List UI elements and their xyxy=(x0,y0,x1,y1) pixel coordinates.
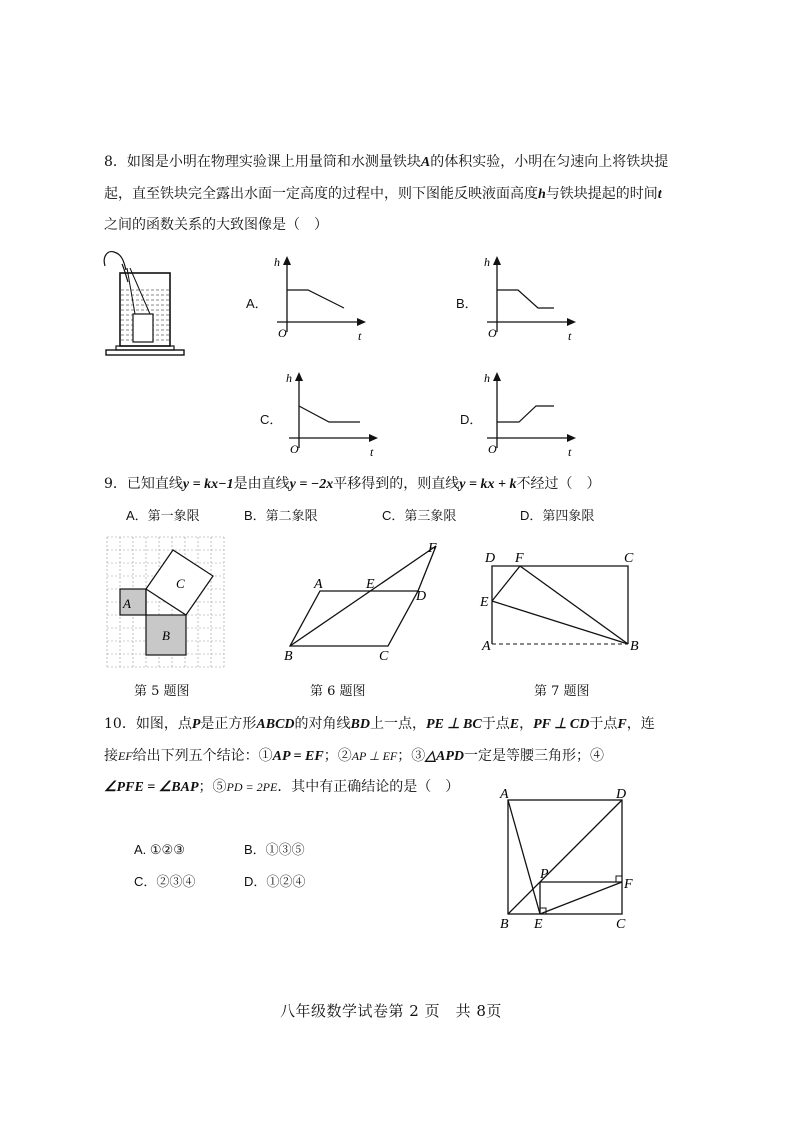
fig10-label-e: E xyxy=(534,917,543,932)
axis-h-label: h xyxy=(484,371,490,385)
q8-option-c-label: C． xyxy=(260,412,283,427)
fig10-label-f: F xyxy=(624,877,633,892)
q10-option-a: A. ①②③ xyxy=(134,842,185,857)
axis-t-label: t xyxy=(568,329,572,343)
origin-label: O xyxy=(290,442,299,456)
origin-label: O xyxy=(278,326,287,340)
fig7-label-c: C xyxy=(624,551,634,566)
q9-option-d: D．第四象限 xyxy=(520,508,595,523)
q9-option-a: A．第一象限 xyxy=(126,508,200,523)
fig7-label-b: B xyxy=(630,639,639,654)
q8-graph-b xyxy=(482,252,582,344)
q9-option-b: B．第二象限 xyxy=(244,508,318,523)
q10-line3: ∠PFE = ∠BAP；⑤PD = 2PE．其中有正确结论的是（ ） xyxy=(104,779,460,795)
q8-option-d-label: D． xyxy=(460,412,483,427)
fig6-label-c: C xyxy=(379,649,389,664)
q8-graph-d xyxy=(482,368,582,460)
axis-h-label: h xyxy=(286,371,292,385)
fig6-label-b: B xyxy=(284,649,293,664)
fig7-label-a: A xyxy=(482,639,491,654)
fig7-label-d: D xyxy=(485,551,496,566)
q10-option-b: B．①③⑤ xyxy=(244,842,305,857)
q10-option-d: D．①②④ xyxy=(244,874,306,889)
q8-line2: 起，直至铁块完全露出水面一定高度的过程中，则下图能反映液面高度h与铁块提起的时间t xyxy=(104,186,662,202)
page-footer: 八年级数学试卷第 2 页 共 8页 xyxy=(280,1002,502,1020)
fig6-caption: 第 6 题图 xyxy=(310,684,366,699)
q10-line2: 接EF给出下列五个结论：①AP = EF；②AP ⊥ EF；③△APD一定是等腰三角形；④ xyxy=(104,748,605,764)
q8-graph-c xyxy=(284,368,384,460)
q9-stem: 9．已知直线y = kx−1是由直线y = −2x平移得到的，则直线y = kx + k不经过（ ） xyxy=(104,476,601,492)
q8-option-b-label: B． xyxy=(456,296,478,311)
fig5-label-c: C xyxy=(176,576,185,591)
figure-6 xyxy=(278,538,448,666)
axis-t-label: t xyxy=(358,329,362,343)
fig10-label-c: C xyxy=(616,917,626,932)
fig5-label-b: B xyxy=(162,628,170,643)
q9-option-c: C．第三象限 xyxy=(382,508,457,523)
fig7-caption: 第 7 题图 xyxy=(534,684,590,699)
fig7-label-e: E xyxy=(480,595,489,610)
q10-line1: 10．如图，点P是正方形ABCD的对角线BD上一点，PE ⊥ BC于点E，PF ⊥ CD于点F，连 xyxy=(104,716,655,732)
fig6-label-a: A xyxy=(314,577,323,592)
fig10-label-d: D xyxy=(616,787,627,802)
fig7-label-f: F xyxy=(515,551,524,566)
figure-7 xyxy=(476,546,646,656)
origin-label: O xyxy=(488,442,497,456)
fig10-label-a: A xyxy=(500,787,509,802)
fig10-label-p: P xyxy=(540,867,549,882)
fig6-label-d: D xyxy=(416,589,427,604)
fig10-label-b: B xyxy=(500,917,509,932)
figure-5 xyxy=(106,536,230,670)
axis-h-label: h xyxy=(274,255,280,269)
axis-t-label: t xyxy=(568,445,572,459)
q8-line1: 8．如图是小明在物理实验课上用量筒和水测量铁块A的体积实验，小明在匀速向上将铁块提 xyxy=(104,154,669,170)
q8-graph-a xyxy=(272,252,372,344)
axis-h-label: h xyxy=(484,255,490,269)
q8-line3: 之间的函数关系的大致图像是（ ） xyxy=(104,217,328,233)
axis-t-label: t xyxy=(370,445,374,459)
beaker-illustration xyxy=(100,248,185,358)
fig5-caption: 第 5 题图 xyxy=(134,684,190,699)
q8-option-a-label: A． xyxy=(246,296,268,311)
q10-option-c: C．②③④ xyxy=(134,874,196,889)
figure-10 xyxy=(496,784,646,934)
fig6-label-e: E xyxy=(366,577,375,592)
origin-label: O xyxy=(488,326,497,340)
fig5-label-a: A xyxy=(123,596,131,611)
fig6-label-f: F xyxy=(428,541,437,556)
